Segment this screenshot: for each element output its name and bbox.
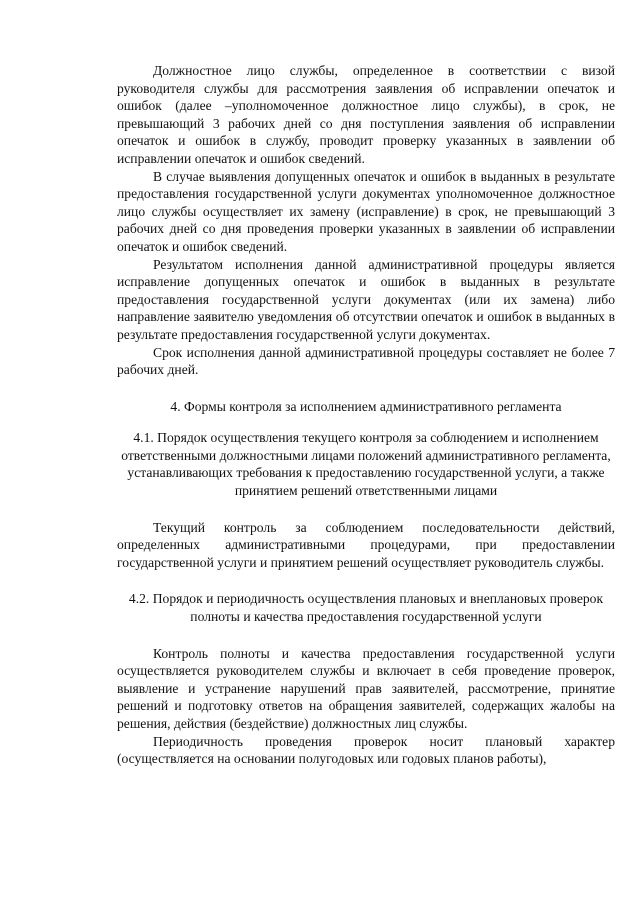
paragraph-correction: В случае выявления допущенных опечаток и ошибок в выданных в результате предоставления государственной услуги документах уполномоченное должностное лицо службы осуществляет их замену (исправление) в срок, не превышающий 3 рабочих дней со дня проведения проверки указанных в заявлении об исправлении опечаток и ошибок сведений. [117,168,615,254]
subsection-4-1-title: 4.1. Порядок осуществления текущего контроля за соблюдением и исполнением ответственными должностными лицами положений административного регламента, устанавливающих требования к предоставлению государственной услуги, а также принятием решений ответственными лицами [121,430,611,499]
document-page [117,62,615,768]
subsection-4-2-text-periodicity: Периодичность проведения проверок носит плановый характер (осуществляется на основании полугодовых или годовых планов работы), [117,733,615,767]
section-4-title: 4. Формы контроля за исполнением административного регламента [170,398,562,414]
subsection-4-2-text-control: Контроль полноты и качества предоставления государственной услуги осуществляется руководителем службы и включает в себя проведение проверок, выявление и устранение нарушений прав заявителей, рассмотрение, принятие решений и подготовку ответов на обращения заявителей, содержащих жалобы на решения, действия (бездействие) должностных лиц службы. [117,645,615,731]
paragraph-term: Срок исполнения данной административной процедуры составляет не более 7 рабочих дней. [117,344,615,378]
paragraph-result: Результатом исполнения данной административной процедуры является исправление допущенных опечаток и ошибок в выданных в результате предоставления государственной услуги документах (или их замена) либо направление заявителю уведомления об отсутствии опечаток и ошибок в выданных в результате предоставления государственной услуги документах. [117,256,615,342]
paragraph-review: Должностное лицо службы, определенное в соответствии с визой руководителя службы для рассмотрения заявления об исправлении опечаток и ошибок (далее –уполномоченное должностное лицо службы), в срок, не превышающий 3 рабочих дней со дня поступления заявления об исправлении опечаток и ошибок в службу, проводит проверку указанных в заявлении об исправлении опечаток и ошибок сведений. [117,63,615,166]
subsection-4-2-title: 4.2. Порядок и периодичность осуществления плановых и внеплановых проверок полноты и качества предоставления государственной услуги [128,591,604,625]
subsection-4-1-text: Текущий контроль за соблюдением последовательности действий, определенных административными процедурами, при предоставлении государственной услуги и принятием решений осуществляет руководитель службы. [117,519,615,570]
